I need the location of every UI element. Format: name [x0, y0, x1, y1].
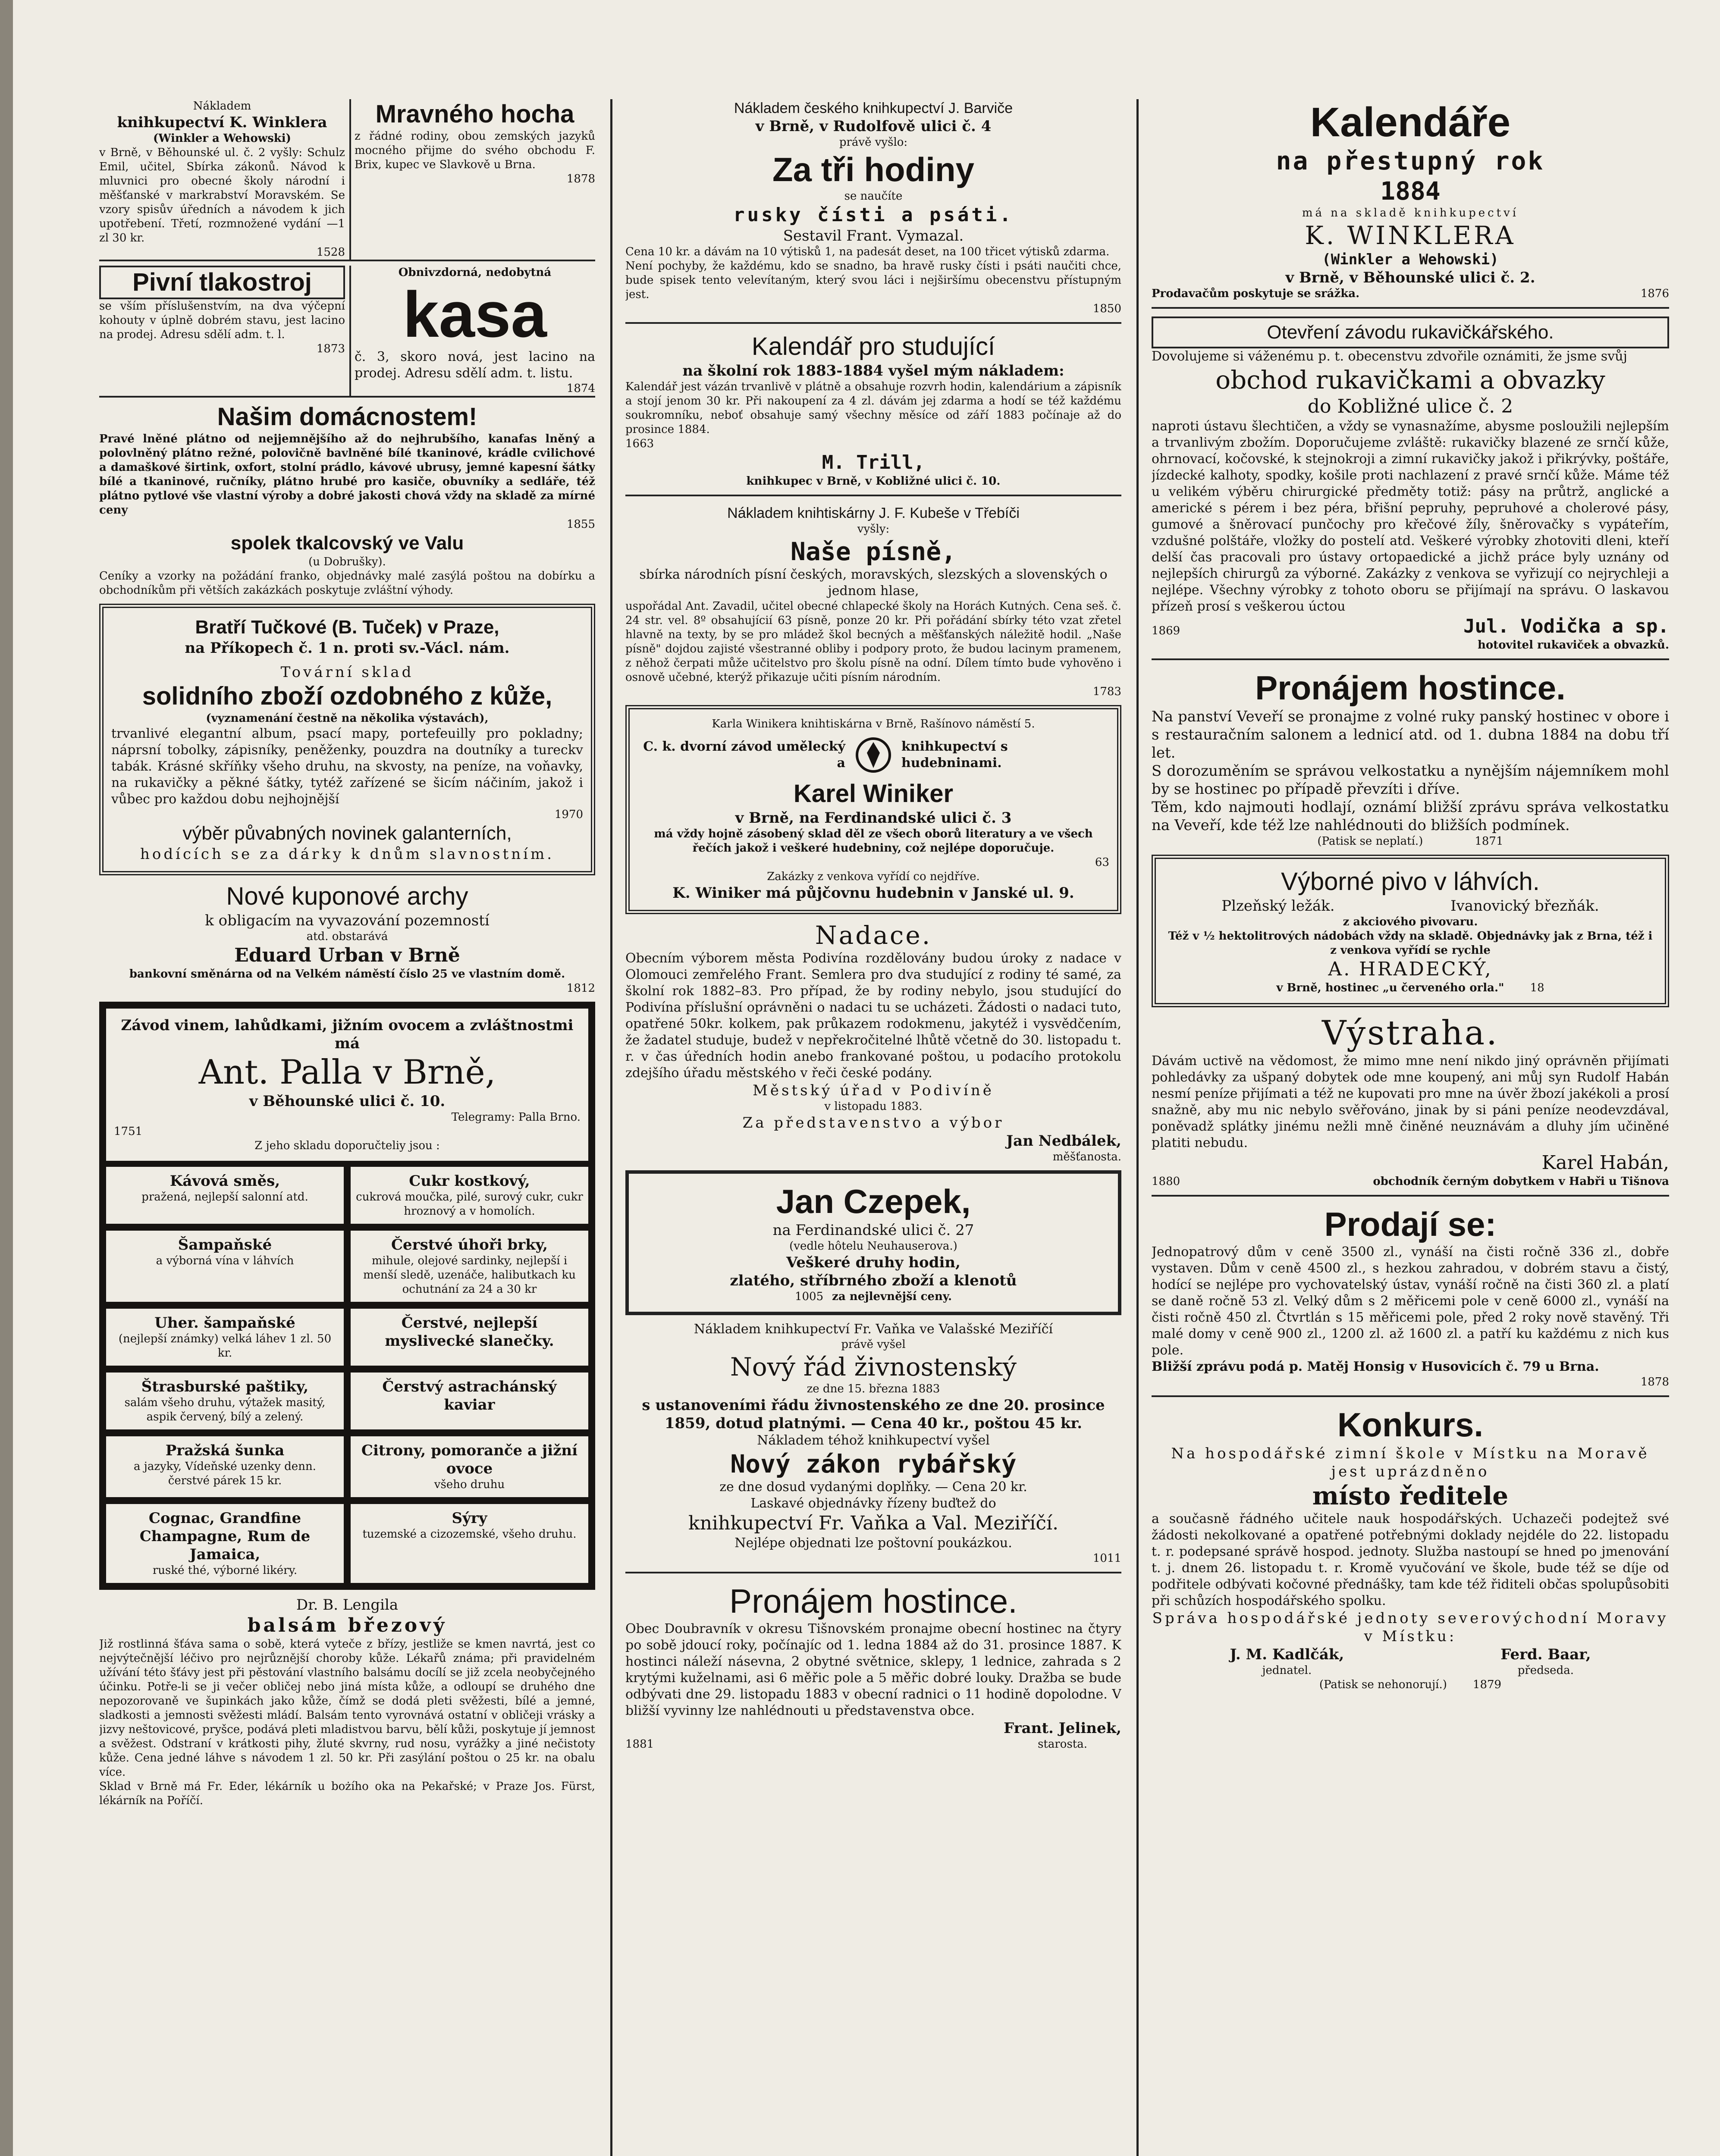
- ad-name: Ant. Palla v Brně,: [198, 1053, 496, 1092]
- ad-number: 1528: [316, 246, 345, 259]
- doubravnik-ad: [625, 1581, 1121, 1752]
- page-edge: [0, 0, 13, 2156]
- ad-number: 1011: [1092, 1552, 1121, 1565]
- ad-number: 1876: [1640, 287, 1669, 300]
- ad-award: (vyznamenání čestně na několika výstavách),: [206, 712, 489, 725]
- czepek-ad: [625, 1170, 1121, 1315]
- ad-contact: Bližší zprávu podá p. Matěj Honsig v Husovicích č. 79 u Brna.: [1152, 1359, 1599, 1374]
- ad-sign: Správa hospodářské jednoty severovýchodní Moravy v Místku:: [1152, 1610, 1669, 1645]
- ad-body: a současně řádného učitele nauk hospodářských. Uchazeči podejtež své žádosti nekolkované a opatřené potřebnými doklady nejdéle do 22. listopadu t. r. podepsané správě hospod. jednoty. Služba nastoupí se hned po jmenování t. j. dnem 26. listopadu t. r. Kromě vyučování ve škole, bude též se díje od podřitele odbývati kočovné přednášky, tam kde též řiditeli občas spolupůsobiti při schůzích hospodářského spolku.: [1152, 1511, 1669, 1608]
- vystraha-ad: [1152, 1013, 1669, 1189]
- palla-item: Sýry tuzemské a cizozemské, všeho druhu.: [351, 1504, 588, 1583]
- ad-role: starosta.: [1038, 1738, 1088, 1751]
- ad-date: v listopadu 1883.: [824, 1100, 923, 1113]
- ad-title: Výborné pivo v láhvích.: [1281, 868, 1540, 896]
- ad-gift: hodících se za dárky k dnům slavnostním.: [140, 846, 555, 863]
- ad-telegram: Telegramy: Palla Brno.: [451, 1111, 581, 1124]
- ad-vyslo: právě vyšlo:: [839, 136, 908, 149]
- ad-number: 1878: [1640, 1376, 1669, 1388]
- ad-sub: s ustanoveními řádu živnostenského ze dne 20. prosince 1859, dotud platnými. — Cena 40 kr., poštou 45 kr.: [642, 1397, 1105, 1432]
- vanek-ad: [625, 1321, 1121, 1566]
- divider: [1152, 1395, 1669, 1397]
- ad-body: trvanlivé elegantní album, psací mapy, portefeuilly pro pokladny; náprsní tobolky, zápisníky, peněženky, pouzdra na doutníky a tureckv tabák. Krásné skříňky všeho druhu, na skvosty, na peníze, na voňavky, na rukavičky a pěkné šátky, tytéž zařízené se šicím náčiním, jakož i vůbec pro každou dobu nejhojnější: [111, 726, 583, 807]
- ad-year: 1884: [1380, 176, 1441, 206]
- palla-item: Štrasburské paštiky, salám všeho druhu, výtažek masitý, aspik červený, bílý a zelený.: [106, 1373, 344, 1429]
- ad-number: 1878: [566, 172, 595, 185]
- ad-pre: Nákladem knihkupectví Fr. Vaňka ve Valašské Meziříčí: [694, 1322, 1053, 1337]
- ad-address: na Příkopech č. 1 n. proti sv.-Václ. nám.: [185, 639, 510, 657]
- tuckove-ad: [99, 604, 595, 875]
- ad-title: kasa: [403, 278, 547, 351]
- ad-beer: Ivanovický březňák.: [1450, 897, 1599, 915]
- ad-body: z řádné rodiny, obou zemských jazyků mocného přijme do svého obchodu F. Brix, kupec ve Slavkově u Brna.: [355, 130, 595, 171]
- ad-company: spolek tkalcovský ve Valu: [230, 533, 464, 554]
- palla-item: Cukr kostkový, cukrová moučka, pilé, surový cukr, cukr hroznový a v homolích.: [351, 1167, 588, 1224]
- column-rule: [1136, 99, 1139, 2156]
- ad-title: Pronájem hostince.: [729, 1582, 1017, 1620]
- ad-body: naproti ústavu šlechtičen, a vždy se vynasnažíme, abysme posloužili nejlepším a trvanlivým zbožím. Doporučujeme zvláště: rukavičky blazené ze srnčí kůže, ohrnovací, kočovské, k stejnokroji a zimní rukavičky jakož i přikrývky, poštáře, jízdecké kalhoty, spodky, košile proti nachlazení z pravé srnčí kůže. Máme též u velikém výběru chirurgické předměty totiž: pásy na průtrž, anglické a americké s pérem i bez péra, břišní pepruhy, pepruhové a cholerové pásy, gumové a šněrovací punčochy pro křečové žíly, šněrovačky s vypáteřím, vzdušné polštáře, vložky do postelí atd. Veškeré výrobky zhotoviti dleni, kteří delší čas pracovali pro ústavy ortopaedické a jichž práce byly uznány od nejlepších chirurgů za výborné. Zakázky z venkova se vyřizují co nejrychleji a nejlépe. Všechny výrobky z tohoto oboru se přijímají na správu. O laskavou přízeň prosí s veškerou úctou: [1152, 419, 1669, 614]
- ad-sign: Za představenstvo a výbor: [742, 1114, 1004, 1131]
- ad-pre: Obnivzdorná, nedobytná: [398, 266, 552, 279]
- palla-item: Čerstvý astrachánský kaviar: [351, 1373, 588, 1429]
- divider: [625, 1572, 1121, 1573]
- ad-pre: Nákladem: [193, 100, 251, 113]
- ad-title: Nový řád živnostenský: [730, 1352, 1017, 1382]
- ad-line: za nejlevnější ceny.: [832, 1290, 952, 1303]
- ad-number: 1850: [1092, 302, 1121, 315]
- ad-order: Zakázky z venkova vyřídí co nejdříve.: [767, 870, 980, 883]
- ad-address: v Brně, v Rudolfově ulici č. 4: [755, 118, 992, 135]
- ad-date: ze dne 15. března 1883: [807, 1382, 940, 1395]
- ad-loan: K. Winiker má půjčovnu hudebnin v Janské ul. 9.: [672, 884, 1074, 902]
- palla-item: Uher. šampaňské (nejlepší známky) velká láhev 1 zl. 50 kr.: [106, 1309, 344, 1366]
- ad-right: knihkupectví s hudebninami.: [901, 739, 1008, 771]
- ad-sub: rusky čísti a psáti.: [733, 204, 1014, 226]
- ad-title: Nové kuponové archy: [226, 882, 468, 910]
- second-ads-row: [99, 266, 595, 398]
- ad-vysel: právě vyšel: [841, 1338, 906, 1351]
- ad-title: knihkupectví K. Winklera: [117, 114, 327, 131]
- ad-author: Sestavil Frant. Vymazal.: [783, 227, 964, 244]
- ad-number: 1873: [316, 342, 345, 355]
- ad-role: předseda.: [1517, 1664, 1574, 1677]
- ad-top: Karla Winikera knihtiskárna v Brně, Rašínovo náměstí 5.: [712, 718, 1035, 730]
- ad-title: Konkurs.: [1337, 1406, 1484, 1444]
- ad-sub: na přestupný rok: [1276, 146, 1545, 175]
- domacnostem-ad: [99, 402, 595, 598]
- ad-name: Eduard Urban v Brně: [234, 944, 460, 966]
- ad-body: uspořádal Ant. Zavadil, učitel obecné chlapecké školy na Horách Kutných. Cena seš. č. 24 str. vel. 8º obsahujícií 63 písně, ponze 20 kr. Při pořádání sbírky této vzat zřetel hlavně na texty, by se pro mládež škol becných a měšťanských náležitě hodil. „Naše písně" dojdou zajisté všestranné obliby i podpory proto, že budou lacinym pramenem, z něhož čerpati může učitelstvo pro školu písně na odní. Dílem tímto bude vyhověno i osnově učebné, kterýž přikazuje učiti písním národním.: [625, 600, 1121, 684]
- mravneho-ad: [349, 99, 595, 260]
- palla-item: Pražská šunka a jazyky, Vídeňské uzenky denn. čerstvé párek 15 kr.: [106, 1436, 344, 1497]
- ad-title: Mravného hocha: [375, 100, 574, 128]
- ad-title: Pivní tlakostroj: [99, 266, 345, 299]
- ad-line: zlatého, stříbrného zboží a klenotů: [730, 1272, 1017, 1289]
- ad-top: Závod vinem, lahůdkami, jižním ovocem a zvláštnostmi má: [121, 1017, 574, 1052]
- ad-prod: Prodavačům poskytuje se srážka.: [1152, 287, 1360, 300]
- ad-address: v Běhounské ulici č. 10.: [249, 1093, 446, 1110]
- ad-from: z akciového pivovaru.: [1343, 915, 1478, 928]
- column-1: [99, 99, 595, 2156]
- ad-name: Jan Nedbálek,: [1006, 1132, 1121, 1150]
- ad-place: místo ředitele: [1312, 1481, 1509, 1510]
- ad-title: Za tři hodiny: [772, 150, 974, 188]
- veveri-ad: [1152, 668, 1669, 849]
- ad-title: Naše písně,: [790, 537, 957, 566]
- column-rule: [610, 99, 612, 2156]
- lengil-ad: [99, 1596, 595, 1808]
- ad-body: Není pochyby, že každému, kdo se snadno, ba hravě rusky čísti i psáti naučiti chce, bude spisek tento velevítaným, který svou láci i nejširšímu obecenstvu přístupným jest.: [625, 260, 1121, 301]
- ad-name: Karel Habán,: [1541, 1152, 1669, 1174]
- ad-name: Frant. Jelinek,: [1004, 1720, 1121, 1737]
- ad-name: J. M. Kadlčák,: [1230, 1646, 1344, 1663]
- ad-number: 18: [1530, 981, 1544, 994]
- rukavice-ad: [1152, 317, 1669, 652]
- ad-pre: Nákladem téhož knihkupectví vyšel: [757, 1433, 990, 1448]
- ad-body: S dorozuměním se správou velkostatku a nynějším nájemníkem mohl by se hostinec po případě převzíti i dříve.: [1152, 762, 1669, 798]
- winiker-ad: [625, 705, 1121, 914]
- ad-title: Výstraha.: [1322, 1014, 1499, 1053]
- ad-line: Veškeré druhy hodin,: [786, 1254, 960, 1271]
- ad-title: balsám březový: [247, 1614, 447, 1636]
- kalendar-ad: [625, 332, 1121, 489]
- ad-paren: (vedle hôtelu Neuhauserova.): [789, 1240, 957, 1253]
- palla-item: Čerstvé, nejlepší myslivecké slanečky.: [351, 1309, 588, 1366]
- divider: [1152, 658, 1669, 660]
- ad-name: K. WINKLERA: [1305, 221, 1516, 250]
- ad-number: 1812: [566, 982, 595, 995]
- ad-number: 1783: [1092, 685, 1121, 698]
- ad-sub: Tovární sklad: [280, 664, 414, 681]
- top-ads-row: [99, 99, 595, 261]
- ad-role: jednatel.: [1262, 1664, 1312, 1677]
- ad-address: v Brně, hostinec „u červeného orla.": [1276, 981, 1504, 994]
- konkurs-ad: [1152, 1405, 1669, 1692]
- ad-number: 1874: [566, 382, 595, 395]
- ad-street: do Kobližné ulice č. 2: [1307, 395, 1513, 417]
- ad-body: se vším příslušenstvím, na dva výčepní kohouty v úplně dobrém stavu, jest lacino na prodej. Adresu sdělí adm. t. l.: [99, 300, 345, 341]
- ad-place: (u Dobrušky).: [308, 555, 386, 568]
- ad-body: Obecním výborem města Podivína rozdělovány budou úroky z nadace v Olomouci zemřelého Frant. Semlera pro dva studující z rodiny té samé, za školní rok 1882–83. Pro případ, že by rodiny nebylo, jsou studující do Podivína příslušní oprávněni o nadaci tu se ucházeti. Žádosti o nadaci tuto, opatřené 50kr. kolkem, pak průkazem rodokmenu, jakytéž i vysvědčením, že žadatel studuje, budež v nepřekročitelné lhůtě včetně do 30. listopadu t. r. v čas úředních hodin anebo frankované poštou, u podacího protokolu zdejšího úřadu městského v řeči české podány.: [625, 951, 1121, 1081]
- ad-sub: sbírka národních písní českých, moravských, slezských a slovenských o jednom hlase,: [639, 567, 1108, 599]
- ad-body: Pravé lněné plátno od nejjemnějšího až do nejhrubšího, kanafas lněný a polovlněný plátno režné, polovičně bavlněné bílé tkaninové, krádle cvilichové a damaškové širtink, oxfort, stolní prádlo, kávové ubrusy, jemné kapesní šátky bílé a tkaninové, ručníky, plátno hrubé pro kasiče, obuvníky a sedláře, též plátno pytlové vše vlastní výroby a dobré jakosti chová vždy na skladě za mírné ceny: [99, 432, 595, 517]
- ad-ma: má na skladě knihkupectví: [1302, 207, 1519, 219]
- column-3: [1152, 99, 1669, 2156]
- ad-title: Otevření závodu rukavičkářského.: [1152, 317, 1669, 348]
- ad-shop: knihkupectví Fr. Vaňka a Val. Meziříčí.: [688, 1512, 1059, 1534]
- ad-orders: Laskavé objednávky řízeny buďtež do: [750, 1496, 996, 1511]
- ad-vysly: vyšly:: [857, 523, 890, 536]
- ad-body: Obec Doubravník v okresu Tišnovském pronajme obecní hostinec na čtyry po sobě jdoucí roky, počínajíc od 1. ledna 1884 až do 31. prosince 1887. K hostinci náleží násevna, 2 obytné světnice, sklepy, 1 lednice, zahrada s 2 krytými kuželnami, asi 6 měřic pole a 5 měřic dobré louky. Dražba se bude odbývati dne 29. listopadu 1883 v obecní radnici o 11 hodině dopolodne. V bližší vyvinny lze nahlédnouti u představenstva obce.: [625, 1621, 1121, 1718]
- ad-big: solidního zboží ozdobného z kůže,: [142, 682, 552, 710]
- ad-body: Na panství Veveří se pronajme z volné ruky panský hostinec v obore i s restauračním salonem a lednicí atd. od 1. dubna 1884 na dobu tří let.: [1152, 708, 1669, 761]
- ad-price: ze dne dosud vydanými doplňky. — Cena 20 kr.: [719, 1479, 1027, 1495]
- ad-number: 1855: [566, 518, 595, 531]
- tlakostroj-ad: [99, 266, 345, 396]
- ad-address: v Brně, na Ferdinandské ulici č. 3: [735, 809, 1012, 827]
- ad-title: Prodají se:: [1324, 1205, 1497, 1243]
- ad-role: měšťanosta.: [1052, 1150, 1121, 1163]
- ad-address: bankovní směnárna od na Velkém náměstí číslo 25 ve vlastním domě.: [129, 968, 565, 981]
- kupony-ad: [99, 881, 595, 996]
- ad-title: Našim domácnostem!: [217, 403, 477, 431]
- ad-beer: Plzeňský ležák.: [1221, 897, 1335, 915]
- ad-name: Karel Winiker: [793, 780, 954, 808]
- column-2: [625, 99, 1121, 2156]
- ad-note: Ceníky a vzorky na požádání franko, objednávky malé zasýlá poštou na dobírku a obchodníkům při větších zakázkách poskytuje zvláštní výhody.: [99, 570, 595, 597]
- ad-role: hotovitel rukaviček a obvazků.: [1477, 639, 1669, 652]
- kalendare-ad: [1152, 99, 1669, 301]
- ad-number: 1869: [1152, 624, 1180, 637]
- ad-address: na Ferdinandské ulici č. 27: [772, 1222, 974, 1239]
- ad-body: č. 3, skoro nová, jest lacino na prodej. Adresu sdělí adm. t. listu.: [355, 349, 595, 381]
- ad-number: 1005: [794, 1290, 824, 1303]
- ad-note: (Patisk se neplatí.): [1317, 835, 1423, 848]
- ad-tip: Nejlépe objednati lze poštovní poukázkou.: [734, 1536, 1012, 1551]
- eagle-emblem-icon: [854, 736, 893, 774]
- ad-body: má vždy hojně zásobený sklad děl ze všech oborů literatury a ve všech řečích jakož i veškeré hudebniny, což nejlépe doporučuje.: [654, 827, 1093, 855]
- ad-title: Bratří Tučkové (B. Tuček) v Praze,: [195, 617, 499, 638]
- divider: [625, 495, 1121, 496]
- ad-body: v Brně, v Běhounské ul. č. 2 vyšly: Schulz Emil, učitel, Sbírka zákonů. Návod k mluvnici pro obecné školy národní i měšťanské v markrabství Moravském. Se vzory spisův úředních a návodem k jich upotřebení. Třetí, rozmnožené vydání —1 zl 30 kr.: [99, 146, 345, 244]
- ad-body: Dávám uctivě na vědomost, že mimo mne není nikdo jiný oprávněn přijímati pohledávky za ušpaný dobytek ode mne koupený, ani můj syn Rudolf Habán nesmí peníze přijímati a též ne kupovati pro mne na úvěr žbozí jakékoli a prosí snažně, aby mu nic nebylo svěřováno, jinak by si páni peníze neodevzdával, poněvadž splátky jinému nežli mně činěné neuznávám a dluhy jím učiněné platiti nebudu.: [1152, 1053, 1669, 1150]
- palla-ad: [99, 1002, 595, 1590]
- palla-item: Cognac, Grandfine Champagne, Rum de Jamaica, ruské thé, výborné likéry.: [106, 1504, 344, 1583]
- ad-number: 1880: [1152, 1175, 1180, 1188]
- ad-body: Též v ½ hektolitrových nádobách vždy na skladě. Objednávky jak z Brna, též i z venkova vyřídí se rychle: [1168, 930, 1653, 957]
- ad-selection: výběr půvabných novinek galanterních,: [182, 823, 512, 844]
- ad-pre: Dr. B. Lengila: [296, 1596, 399, 1614]
- ad-role: obchodník černým dobytkem v Habři u Tišnova: [1373, 1175, 1669, 1188]
- ad-number: 1663: [625, 437, 654, 450]
- palla-item: Šampaňské a výborná vína v láhvích: [106, 1231, 344, 1302]
- ad-naucite: se naučíte: [844, 190, 903, 203]
- ad-invite: Z jeho skladu doporučteliy jsou :: [254, 1139, 440, 1152]
- ad-sign: Městský úřad v Podivíně: [753, 1082, 994, 1099]
- ad-address: v Brně, v Běhounské ulici č. 2.: [1285, 269, 1535, 286]
- ad-number: 1879: [1472, 1678, 1502, 1691]
- ad-pre: Nákladem českého knihkupectví J. Barviče: [734, 100, 1013, 116]
- winkler-small-ad: [99, 99, 345, 260]
- divider: [1152, 1195, 1669, 1197]
- ad-title: Nový zákon rybářský: [730, 1449, 1017, 1479]
- ad-pre: Nákladem knihtiskárny J. F. Kubeše v Třebíči: [727, 505, 1020, 521]
- ad-left: C. k. dvorní závod umělecký a: [643, 739, 845, 771]
- ad-note: (Patisk se nehonorují.): [1319, 1678, 1447, 1691]
- prodaji-ad: [1152, 1204, 1669, 1389]
- barvic-ad: [625, 99, 1121, 316]
- ad-title: Kalendář pro studující: [751, 332, 995, 360]
- ad-body: Již rostlinná šťáva sama o sobě, která vyteče z břízy, jestliže se kmen navrtá, jest co nejvýtečnější léčivo pro nejrůznější choroby kůže. Lékařů známa; při pravidelném užívání této šťávy jest při pěstování vlastního balsámu docílí se již zcela neobyčejného účinku. Potře-li se ji večer obličej nebo jiná místa kůže, a odloupí se druhého dne nepozorovaně ve šupinkách jako kůže, čímž se dodá pleti svěžesti, bílé a jemné, sladkosti a jemnosti svěžesti mládí. Balsám tento vyrovnává ostatní v obličeji vrásky a jizvy neštovicové, pryšce, podává pleti mladistvou barvu, bělí kůži, poskytuje jí jemnost a svěžest. Odstraní v krátkosti pihy, žluté skvrny, rud nosu, vyrážky a jiné nečistoty kůže. Cena jedné láhve s návodem 1 zl. 50 kr. Při zasýlání poštou o 25 kr. na obalu více.: [99, 1638, 595, 1779]
- ad-sub: na školní rok 1883-1884 vyšel mým nákladem:: [682, 362, 1064, 379]
- ad-address: knihkupec v Brně, v Kobližné ulici č. 10.: [746, 475, 1001, 488]
- kasa-ad: [349, 266, 595, 396]
- divider: [1152, 307, 1669, 309]
- pivo-ad: [1152, 855, 1669, 1007]
- newspaper-page: [99, 99, 1669, 2156]
- ad-name: Jul. Vodička a sp.: [1463, 615, 1669, 637]
- ad-number: 1970: [554, 808, 583, 821]
- ad-body: Jednopatrový dům v ceně 3500 zl., vynáší na čisti ročně 336 zl., dobře vystaven. Dům v ceně 4500 zl., s hezkou zahradou, v dobrém stavu a čistý, hodící se nejlépe pro vychovatelský ústav, vynáší ročně na čisti 360 zl. a platí se daně ročně 53 zl. Velký dům s 2 měřicemi pole v ceně 6000 zl., vynáší na čisti ročně 450 zl. Čtvrtlán s 15 měřicemi pole, před 2 roky nově stavěný. Tři malé domy v ceně 900 zl., 1200 zl. až 1600 zl. a patří ku každému z nich kus pole.: [1152, 1244, 1669, 1358]
- ad-title: Pronájem hostince.: [1255, 669, 1566, 707]
- ad-number: 63: [1095, 856, 1109, 869]
- ad-price: Cena 10 kr. a dávám na 10 výtisků 1, na padesát deset, na 100 třicet výtisků zdarma.: [625, 245, 1110, 258]
- nadace-ad: [625, 920, 1121, 1164]
- ad-sub2: (Winkler a Wehowski): [1322, 251, 1499, 268]
- ad-title: Kalendáře: [1310, 99, 1511, 145]
- ad-body: Kalendář jest vázán trvanlivě v plátně a obsahuje rozvrh hodin, kalendárium a zápisník a stojí jenom 30 kr. Při nakoupení za 4 zl. dávám jej zdarma a hodí se též každému soukromníku, neboť obsahuje samý všechny měsíce od září 1883 počínaje až do prosince 1884.: [625, 380, 1121, 436]
- ad-name: M. Trill,: [822, 451, 925, 473]
- ad-number: 1871: [1475, 835, 1503, 848]
- palla-items: [106, 1167, 588, 1583]
- ad-sklad: Sklad v Brně má Fr. Eder, lékárník u bożího oka na Pekařské; v Praze Jos. Fürst, lékárník na Poříčí.: [99, 1780, 595, 1807]
- ad-number: 1751: [114, 1125, 143, 1138]
- ad-body: Těm, kdo najmouti hodlají, oznámí bližší zprávu správa velkostatku na Veveří, kde též lze nahlédnouti do bližších podmínek.: [1152, 799, 1669, 834]
- divider: [625, 322, 1121, 324]
- ad-name: A. HRADECKÝ,: [1328, 958, 1493, 980]
- palla-item: Citrony, pomoranče a jižní ovoce všeho druhu: [351, 1436, 588, 1497]
- ad-number: 1881: [625, 1738, 654, 1751]
- palla-item: Kávová směs, pražená, nejlepší salonní atd.: [106, 1167, 344, 1224]
- ad-obst: atd. obstarává: [306, 930, 388, 943]
- ad-title: Nadace.: [815, 921, 932, 950]
- palla-item: Čerstvé úhoři brky, mihule, olejové sardinky, nejlepší i menší sledě, uzenáče, halibutkach ku ochutnání za 24 a 30 kr: [351, 1231, 588, 1302]
- ad-sub: k obligacím na vyvazování pozemností: [205, 912, 490, 929]
- ad-big: obchod rukavičkami a obvazky: [1215, 365, 1605, 395]
- ad-name: Ferd. Baar,: [1500, 1646, 1591, 1663]
- kubes-ad: [625, 504, 1121, 699]
- ad-lead: Na hospodářské zimní škole v Místku na Moravě jest uprázdněno: [1171, 1445, 1650, 1480]
- ad-sub: (Winkler a Wehowski): [153, 132, 291, 145]
- ad-name: Jan Czepek,: [776, 1182, 971, 1220]
- ad-lead: Dovolujeme si váženému p. t. obecenstvu zdvořile oznámiti, že jsme svůj: [1152, 349, 1627, 364]
